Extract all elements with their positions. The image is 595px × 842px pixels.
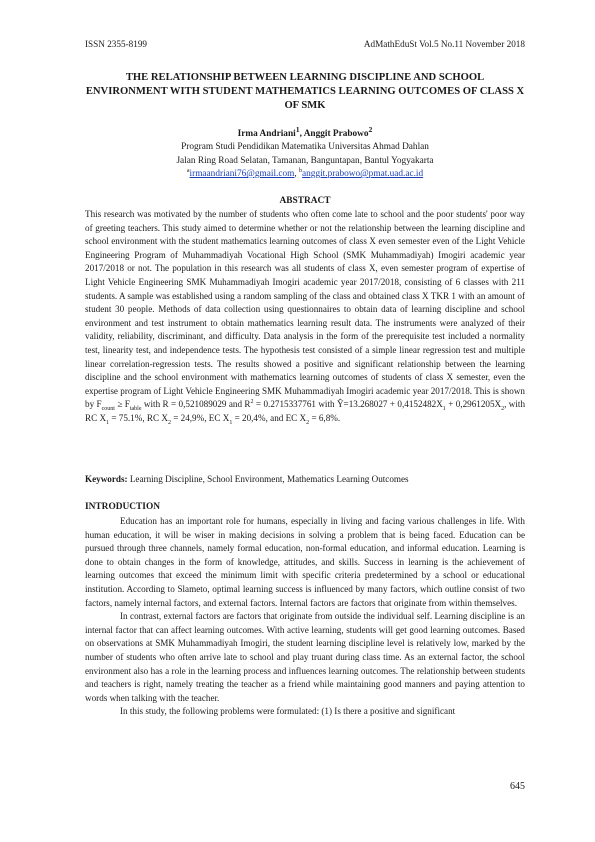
abstract-part-5: + 0,2961205X (445, 399, 502, 410)
abstract-part-3: with R = 0,521089029 and R (141, 399, 251, 410)
r2-superscript: 2 (250, 399, 254, 406)
issn-label: ISSN 2355-8199 (85, 39, 148, 49)
journal-label: AdMathEduSt Vol.5 No.11 November 2018 (363, 39, 525, 49)
abstract-part-1: This research was motivated by the number of students who often come late to school and the poor students' poor way of greeting teachers. This study aimed to determine whether or not the relationship between the learning discipline and school environment with the student mathematics learning outcomes of class X even semester even of the Light Vehicle Engineering Program of Muhammadiyah Vocational High School (SMK Muhammadiyah) Imogiri academic year 2017/2018 or not. The population in this research was all students of class X, even semester program of expertise of Light Vehicle Engineering SMK Muhammadiyah Imogiri academic year 2017/2018, consisting of 6 classes with 211 students. A sample was established using a random sampling of the class and obtained class X TKR 1 with an amount of student 30 people. Methods of data collection using questionnaires to obtain data of learning discipline and school environment and test instrument to obtain mathematics learning result data. The instruments were analyzed of their validity, reliability, discriminant, and difficulty. Data analysis in the form of the prerequisite test included a normality test, linearity test, and independence tests. The hypothesis test consisted of a simple linear regression test and multiple linear correlation-regression tests. The results showed a positive and significant relationship between the learning discipline and the school environment with mathematics learning outcomes of students of class X semester, even the expertise program of Light Vehicle Engineering SMK Muhammadiyah Imogiri academic year 2017/2018. This is shown by F (85, 209, 525, 410)
ec1-subscript: 1 (229, 419, 233, 426)
intro-paragraph-1: Education has an important role for humans, especially in living and facing various challenges in life. With human education, it will be wiser in making decisions in solving a problem that is being faced. Education can be pursued through three channels, namely formal education, non-formal education, and informal education. Learning is done to obtain changes in the form of knowledge, attitudes, and skills. Success in learning is the achievement of learning outcomes that exceed the minimum limit with specific criteria predetermined by a school or educational institution. According to Slameto, optimal learning success is influenced by many factors, which outline consist of two factors, namely internal factors, and external factors. Internal factors are factors that originate from within themselves. (85, 516, 525, 608)
author-line (85, 124, 525, 141)
author-separator: , (299, 129, 304, 139)
abstract-part-10: = 6,8%. (309, 412, 341, 423)
rc2-subscript: 2 (167, 419, 171, 426)
email-line (85, 167, 525, 181)
author-2: Anggit Prabowo (303, 129, 369, 139)
introduction-heading: INTRODUCTION (85, 502, 161, 512)
email-a-superscript: a (186, 167, 190, 174)
abstract-heading: ABSTRACT (279, 196, 331, 206)
keywords-text: Learning Discipline, School Environment, Mathematics Learning Outcomes (127, 474, 409, 484)
affiliation-line-2: Jalan Ring Road Selatan, Tamanan, Banguntapan, Bantul Yogyakarta (176, 156, 434, 166)
abstract-part-2: ≥ F (114, 399, 130, 410)
keywords-line (85, 473, 525, 487)
email-b-superscript: b (299, 167, 303, 174)
affiliation-line-1: Program Studi Pendidikan Matematika Universitas Ahmad Dahlan (181, 142, 429, 152)
introduction-body (85, 515, 525, 719)
abstract-part-6: , with RC X (85, 399, 526, 423)
keywords-label: Keywords: (85, 474, 128, 484)
intro-paragraph-2: In contrast, external factors are factors that originate from outside the individual self. Learning discipline is an internal factor that can affect learning outcomes. With active learning, students will get good learning outcomes. Based on observations at SMK Muhammadiyah Imogiri, the student learning discipline level is relatively low, marked by the number of students who often arrive late to school and play truant during class time. As an external factor, the school environment also has a role in the learning process and influences learning outcomes. The relationship between students and teachers is right, namely treating the teacher as a friend while maintaining good manners and paying attention to words when talking with the teacher. (85, 611, 525, 703)
author-2-superscript: 2 (368, 124, 373, 134)
abstract-part-9: = 20,4%, and EC X (232, 412, 307, 423)
abstract-part-7: = 75.1%, RC X (109, 412, 168, 423)
email-link-a[interactable]: irmaandriani76@gmail.com (189, 169, 295, 179)
x2-subscript: 2 (501, 406, 505, 413)
page-number: 645 (510, 781, 525, 792)
ec2-subscript: 2 (306, 419, 310, 426)
author-1-superscript: 1 (295, 124, 300, 134)
email-separator: , (294, 169, 300, 179)
x1-subscript: 1 (442, 406, 446, 413)
intro-paragraph-3: In this study, the following problems were formulated: (1) Is there a positive and significant (120, 706, 456, 717)
email-link-b[interactable]: anggit.prabowo@pmat.uad.ac.id (302, 169, 424, 179)
abstract-text (85, 208, 525, 426)
paper-title: THE RELATIONSHIP BETWEEN LEARNING DISCIPLINE AND SCHOOL ENVIRONMENT WITH STUDENT MATHEMATICS LEARNING OUTCOMES OF CLASS X OF SMK (85, 72, 525, 111)
rc1-subscript: 1 (106, 419, 110, 426)
f-table-subscript: table (129, 406, 142, 413)
abstract-part-4: = 0.2715337761 with Ŷ=13.268027 + 0,4152482X (253, 399, 443, 410)
author-1: Irma Andriani (237, 129, 296, 139)
abstract-part-8: = 24,9%, EC X (170, 412, 230, 423)
f-count-subscript: count (101, 406, 115, 413)
running-header (85, 38, 525, 50)
